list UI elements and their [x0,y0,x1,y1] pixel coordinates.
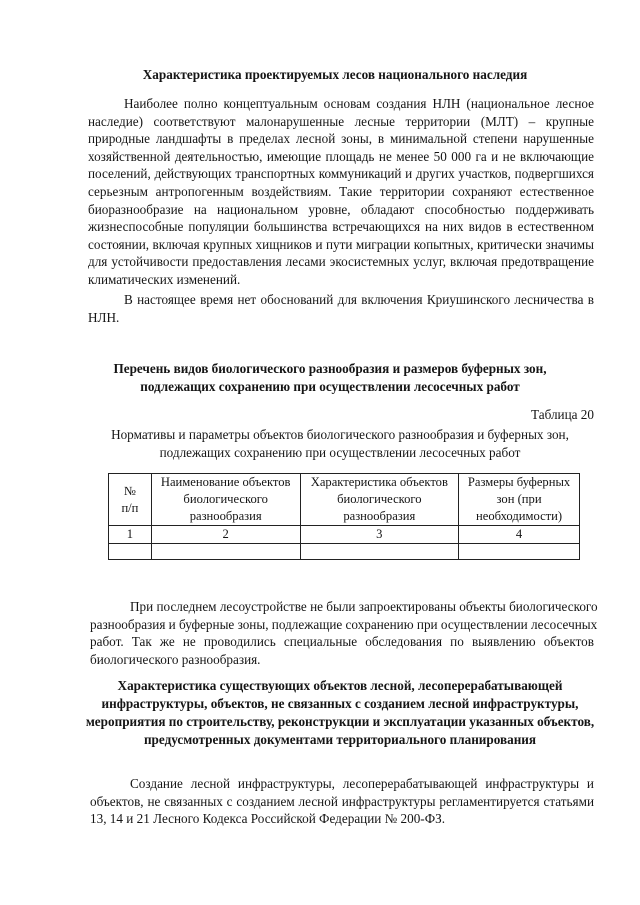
text-line: для устойчивости предоставления лесами экосистемных услуг, включая предотвращение [88,254,594,270]
header-cell-buffer-zones: Размеры буферных зон (при необходимости) [459,474,580,526]
text-line: биологического разнообразия. [90,651,261,667]
table-cell [459,544,580,560]
table-cell: 1 [109,526,152,544]
paragraph-kriusha-forestry [88,291,594,326]
paragraph-not-designed [90,598,598,668]
text-line: При последнем лесоустройстве не были запроектированы объекты биологического [130,599,598,614]
title-line: Характеристика существующих объектов лесной, лесоперерабатывающей [117,678,563,693]
text-line: природные ландшафты в пределах лесной зоны, в минимальной степени нарушенные [88,131,594,147]
table-number: Таблица 20 [531,407,594,422]
text-line: Наиболее полно концептуальным основам создания НЛН (национальное лесное [124,96,594,111]
table-cell [109,544,152,560]
table-number-row [109,526,580,544]
text-line: объектов, не связанных с созданием лесной инфраструктуры регламентируется статьями [90,793,594,809]
text-line: разнообразия и буферные зоны, подлежащие сохранению при осуществлении лесосечных [90,616,598,632]
biodiversity-table [108,473,580,560]
table-header-row [109,474,580,526]
text-line: Создание лесной инфраструктуры, лесоперерабатывающей инфраструктуры и [130,776,594,791]
section-title-biodiversity [100,360,560,396]
text-line: состоянии, включая крупных хищников и пути миграции копытных, критически значимы [88,236,594,252]
table-cell: 3 [300,526,459,544]
text-line: работ. Так же не проводились специальные обследования по выявлению объектов [90,634,594,650]
header-cell-number: № п/п [109,474,152,526]
text-line: В настоящее время нет обоснований для включения Криушинского лесничества в [124,292,594,307]
text-line: климатических изменений. [88,271,241,287]
text-line: поселений, действующих транспортных коммуникаций и других участков, подвергшихся [88,166,594,182]
table-cell: 2 [151,526,300,544]
text-line: 13, 14 и 21 Лесного Кодекса Российской Федерации № 200-ФЗ. [90,811,446,827]
table-caption [90,426,590,461]
title-line: мероприятия по строительству, реконструкции и эксплуатации указанных объектов, [85,714,595,729]
table-cell [151,544,300,560]
caption-line: Нормативы и параметры объектов биологического разнообразия и буферных зон, [111,427,569,442]
title-line: предусмотренных документами территориального планирования [143,732,537,747]
text-line: НЛН. [88,309,120,325]
section-title-infrastructure [80,677,600,749]
caption-line: подлежащих сохранению при осуществлении лесосечных работ [159,444,521,460]
title-line: Перечень видов биологического разнообразия и размеров буферных зон, [113,361,547,376]
header-cell-object-name: Наименование объектов биологического разнообразия [151,474,300,526]
text-line: жизнеспособные популяции большинства встречающихся на них видов в естественном [88,219,594,235]
paragraph-nln-concept [88,95,594,289]
paragraph-infrastructure-regulation [90,775,594,828]
text-line: хозяйственной деятельностью, имеющие площадь не менее 50 000 га и не включающие [88,148,594,164]
title-line: подлежащих сохранению при осуществлении лесосечных работ [140,379,520,394]
text-line: серьезным антропогенным воздействиям. Такие территории сохраняют естественное [88,183,594,199]
header-cell-object-characteristics: Характеристика объектов биологического разнообразия [300,474,459,526]
text-line: биоразнообразие на национальном уровне, обладают способностью поддерживать [88,201,594,217]
table-cell [300,544,459,560]
table-cell: 4 [459,526,580,544]
table-empty-row [109,544,580,560]
section-title-forest-heritage: Характеристика проектируемых лесов национального наследия [142,67,528,82]
text-line: наследие) соответствуют малонарушенные лесные территории (МЛТ) – крупные [88,113,594,129]
title-line: инфраструктуры, объектов, не связанных с созданием лесной инфраструктуры, [101,696,579,711]
